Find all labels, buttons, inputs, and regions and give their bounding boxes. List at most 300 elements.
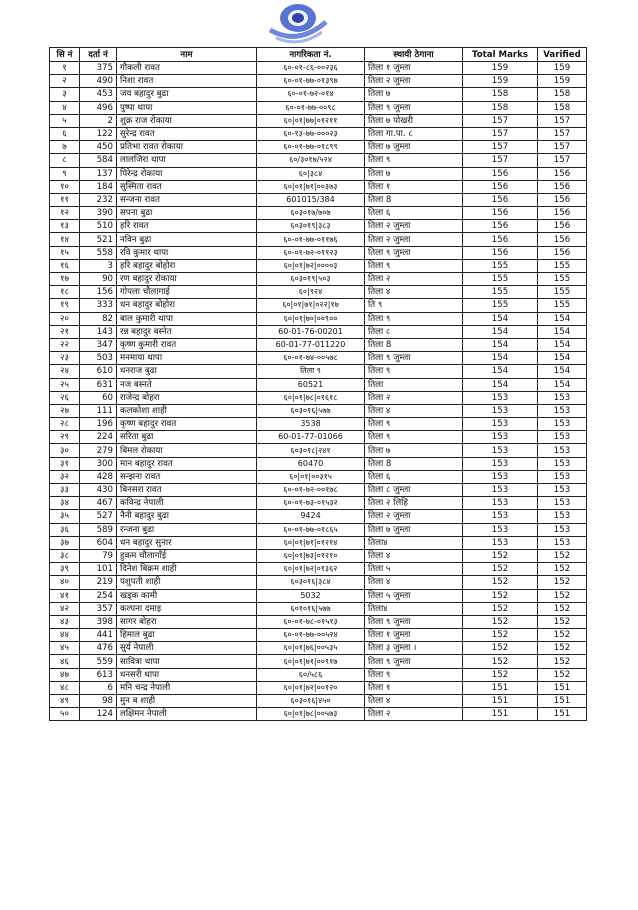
marks-cell: 153 [463, 497, 538, 510]
marks-cell: 159 [463, 62, 538, 75]
marks-cell: 153 [463, 523, 538, 536]
registration-cell: 503 [80, 352, 117, 365]
marks-cell: 153 [463, 457, 538, 470]
address-cell: तिला ७ पोखरी [365, 114, 463, 127]
marks-cell: 152 [463, 576, 538, 589]
verified-cell: 153 [538, 444, 587, 457]
verified-cell: 152 [538, 589, 587, 602]
serial-cell: १७ [50, 273, 80, 286]
registration-cell: 184 [80, 180, 117, 193]
serial-cell: २४ [50, 365, 80, 378]
address-cell: तिला ९ जुम्ला [365, 101, 463, 114]
table-row [50, 549, 587, 562]
table-row [50, 536, 587, 549]
address-cell: तिला २ जुम्ला [365, 220, 463, 233]
name-cell: कृष्ण बहादुर रावत [117, 418, 257, 431]
serial-cell: १४ [50, 233, 80, 246]
name-cell: सुस्मिता रावत [117, 180, 257, 193]
citizenship-cell: ६०-०१-७७-००५२४ [257, 629, 365, 642]
citizenship-cell: ६०|३८४ [257, 167, 365, 180]
marks-cell: 155 [463, 299, 538, 312]
registration-cell: 450 [80, 141, 117, 154]
registration-cell: 559 [80, 655, 117, 668]
citizenship-cell: 60-01-77-01066 [257, 431, 365, 444]
verified-cell: 155 [538, 299, 587, 312]
registration-cell: 300 [80, 457, 117, 470]
address-cell: तिला ९ [365, 312, 463, 325]
address-cell: तिला २ जुम्ला [365, 233, 463, 246]
verified-cell: 153 [538, 484, 587, 497]
name-cell: सुर्य नेपाली [117, 642, 257, 655]
verified-cell: 159 [538, 75, 587, 88]
citizenship-cell: ६०|०१|७२|००००३ [257, 259, 365, 272]
serial-cell: २० [50, 312, 80, 325]
marks-cell: 156 [463, 167, 538, 180]
marks-cell: 158 [463, 101, 538, 114]
table-row [50, 457, 587, 470]
citizenship-cell: ६०|०१|७१|००९१७ [257, 655, 365, 668]
table-row [50, 325, 587, 338]
address-cell: तिला 8 [365, 193, 463, 206]
address-cell: तिला ६ [365, 470, 463, 483]
serial-cell: ४५ [50, 642, 80, 655]
serial-cell: ३६ [50, 523, 80, 536]
verified-cell: 156 [538, 246, 587, 259]
address-cell: तिला ४ [365, 404, 463, 417]
serial-cell: १ [50, 62, 80, 75]
citizenship-cell: ६०३०१९|५०३ [257, 273, 365, 286]
marks-cell: 157 [463, 127, 538, 140]
col-verified: Varified [538, 48, 587, 62]
name-cell: लालजिरा थापा [117, 154, 257, 167]
citizenship-cell: तिला ९ [257, 365, 365, 378]
citizenship-cell: ६०|०१|७१|००३७३ [257, 180, 365, 193]
marks-cell: 153 [463, 536, 538, 549]
citizenship-cell: ६०-०१-७७-०१८९९ [257, 141, 365, 154]
address-cell: तिला ७ जुम्ला [365, 141, 463, 154]
serial-cell: ४७ [50, 668, 80, 681]
verified-cell: 152 [538, 615, 587, 628]
marks-cell: 157 [463, 154, 538, 167]
verified-cell: 154 [538, 312, 587, 325]
name-cell: गोपला चौलागाई [117, 286, 257, 299]
verified-cell: 153 [538, 391, 587, 404]
address-cell: तिला २ [365, 708, 463, 721]
table-row [50, 378, 587, 391]
table-row [50, 75, 587, 88]
registration-cell: 527 [80, 510, 117, 523]
serial-cell: ४१ [50, 589, 80, 602]
serial-cell: ३ [50, 88, 80, 101]
name-cell: मनमाया थापा [117, 352, 257, 365]
name-cell: हरि रावत [117, 220, 257, 233]
marks-cell: 151 [463, 695, 538, 708]
marks-cell: 152 [463, 602, 538, 615]
address-cell: तिला ९ जुम्ला [365, 352, 463, 365]
serial-cell: २६ [50, 391, 80, 404]
table-row [50, 391, 587, 404]
verified-cell: 156 [538, 220, 587, 233]
marks-cell: 152 [463, 563, 538, 576]
table-row [50, 695, 587, 708]
citizenship-cell: ६०|०१|७२|०१३६२ [257, 563, 365, 576]
col-total-marks: Total Marks [463, 48, 538, 62]
table-row [50, 312, 587, 325]
serial-cell: १० [50, 180, 80, 193]
table-row [50, 88, 587, 101]
serial-cell: ८ [50, 154, 80, 167]
table-row [50, 233, 587, 246]
name-cell: मान बहादुर रावत [117, 457, 257, 470]
marks-cell: 156 [463, 207, 538, 220]
name-cell: खड्क कामी [117, 589, 257, 602]
table-row [50, 207, 587, 220]
citizenship-cell: ६०-०१-८६-००२३६ [257, 62, 365, 75]
name-cell: गौकली रावत [117, 62, 257, 75]
col-citizenship: नागरिकता नं. [257, 48, 365, 62]
registration-cell: 279 [80, 444, 117, 457]
name-cell: धनसरी थापा [117, 668, 257, 681]
serial-cell: २१ [50, 325, 80, 338]
verified-cell: 152 [538, 642, 587, 655]
registration-cell: 82 [80, 312, 117, 325]
registration-cell: 589 [80, 523, 117, 536]
address-cell: तिला ७ [365, 167, 463, 180]
table-row [50, 523, 587, 536]
citizenship-cell: ६०३०१६|४५० [257, 695, 365, 708]
marks-cell: 158 [463, 88, 538, 101]
table-row [50, 497, 587, 510]
header-row [50, 48, 587, 62]
name-cell: नज बस्नते [117, 378, 257, 391]
citizenship-cell: ६०-०१-७७-०१८६५ [257, 523, 365, 536]
registration-cell: 558 [80, 246, 117, 259]
name-cell: बिमल रोकाया [117, 444, 257, 457]
serial-cell: ३३ [50, 484, 80, 497]
verified-cell: 152 [538, 629, 587, 642]
marks-cell: 153 [463, 418, 538, 431]
serial-cell: ११ [50, 193, 80, 206]
serial-cell: २५ [50, 378, 80, 391]
registration-cell: 333 [80, 299, 117, 312]
serial-cell: २३ [50, 352, 80, 365]
name-cell: हुकम चौलागाँई [117, 549, 257, 562]
table-row [50, 470, 587, 483]
serial-cell: ४३ [50, 615, 80, 628]
marks-cell: 152 [463, 589, 538, 602]
table-row [50, 589, 587, 602]
marks-cell: 157 [463, 114, 538, 127]
registration-cell: 510 [80, 220, 117, 233]
table-row [50, 708, 587, 721]
serial-cell: ४४ [50, 629, 80, 642]
address-cell: तिला ८ [365, 325, 463, 338]
registration-cell: 219 [80, 576, 117, 589]
marks-cell: 152 [463, 655, 538, 668]
table-row [50, 365, 587, 378]
registration-cell: 6 [80, 681, 117, 694]
registration-cell: 610 [80, 365, 117, 378]
name-cell: रन्न बहादुर बस्नेत [117, 325, 257, 338]
citizenship-cell: ६०-०१-७७-००९८ [257, 101, 365, 114]
serial-cell: ४६ [50, 655, 80, 668]
registration-cell: 347 [80, 338, 117, 351]
citizenship-cell: 60-01-77-011220 [257, 338, 365, 351]
name-cell: पिरेन्द्र रोकाया [117, 167, 257, 180]
address-cell: तिला ५ जुम्ला [365, 589, 463, 602]
serial-cell: ४ [50, 101, 80, 114]
citizenship-cell: 60470 [257, 457, 365, 470]
serial-cell: २९ [50, 431, 80, 444]
address-cell: तिला ४ [365, 286, 463, 299]
citizenship-cell: ६०|०१|७०|००९०० [257, 312, 365, 325]
address-cell: तिला ९ जुम्ला [365, 615, 463, 628]
citizenship-cell: ६०|०१|७७|०१२११ [257, 114, 365, 127]
citizenship-cell: ६०|०१|७३|०१२१० [257, 549, 365, 562]
serial-cell: ३१ [50, 457, 80, 470]
table-row [50, 418, 587, 431]
registration-cell: 124 [80, 708, 117, 721]
marks-cell: 153 [463, 431, 538, 444]
address-cell: तिला ९ [365, 154, 463, 167]
citizenship-cell: 601015/384 [257, 193, 365, 206]
marks-cell: 159 [463, 75, 538, 88]
serial-cell: ३४ [50, 497, 80, 510]
name-cell: निशा रावत [117, 75, 257, 88]
serial-cell: १५ [50, 246, 80, 259]
citizenship-cell: 60-01-76-00201 [257, 325, 365, 338]
verified-cell: 155 [538, 273, 587, 286]
table-row [50, 615, 587, 628]
address-cell: तिला ९ [365, 259, 463, 272]
verified-cell: 152 [538, 655, 587, 668]
marks-cell: 157 [463, 141, 538, 154]
verified-cell: 154 [538, 365, 587, 378]
serial-cell: ३९ [50, 563, 80, 576]
table-row [50, 431, 587, 444]
name-cell: कविन्द्र नेपाली [117, 497, 257, 510]
name-cell: कलकोशा शाही [117, 404, 257, 417]
results-table [49, 47, 587, 721]
registration-cell: 357 [80, 602, 117, 615]
serial-cell: ३२ [50, 470, 80, 483]
serial-cell: ७ [50, 141, 80, 154]
verified-cell: 156 [538, 167, 587, 180]
citizenship-cell: ६०|०१|७१|०१२१४ [257, 536, 365, 549]
serial-cell: ४२ [50, 602, 80, 615]
name-cell: बिनसरा रावत [117, 484, 257, 497]
name-cell: बाल कुमारी थापा [117, 312, 257, 325]
table-row [50, 193, 587, 206]
address-cell: तिला ९ [365, 668, 463, 681]
verified-cell: 154 [538, 325, 587, 338]
marks-cell: 152 [463, 642, 538, 655]
registration-cell: 98 [80, 695, 117, 708]
serial-cell: १६ [50, 259, 80, 272]
marks-cell: 152 [463, 629, 538, 642]
table-row [50, 602, 587, 615]
col-serial: सि नं [50, 48, 80, 62]
citizenship-cell: ६०३०१७/७०७ [257, 207, 365, 220]
marks-cell: 152 [463, 668, 538, 681]
table-row [50, 114, 587, 127]
verified-cell: 152 [538, 668, 587, 681]
serial-cell: ४९ [50, 695, 80, 708]
verified-cell: 153 [538, 418, 587, 431]
registration-cell: 375 [80, 62, 117, 75]
address-cell: तिला [365, 378, 463, 391]
serial-cell: १९ [50, 299, 80, 312]
verified-cell: 152 [538, 563, 587, 576]
table-row [50, 510, 587, 523]
marks-cell: 156 [463, 233, 538, 246]
registration-cell: 143 [80, 325, 117, 338]
name-cell: राजेन्द्र बोहरा [117, 391, 257, 404]
address-cell: तिला ९ जुम्ला [365, 655, 463, 668]
marks-cell: 153 [463, 510, 538, 523]
citizenship-cell: ६०-०१-७२-०१४ [257, 88, 365, 101]
verified-cell: 156 [538, 233, 587, 246]
table-row [50, 286, 587, 299]
serial-cell: ५ [50, 114, 80, 127]
verified-cell: 151 [538, 681, 587, 694]
verified-cell: 156 [538, 193, 587, 206]
verified-cell: 157 [538, 114, 587, 127]
table-row [50, 259, 587, 272]
citizenship-cell: ६०|०१|७६|००५३५ [257, 642, 365, 655]
marks-cell: 156 [463, 220, 538, 233]
marks-cell: 153 [463, 404, 538, 417]
name-cell: सरिता बुढा [117, 431, 257, 444]
address-cell: तिला ३ जुम्ला । [365, 642, 463, 655]
address-cell: तिला ७ [365, 444, 463, 457]
address-cell: तिला ४ [365, 695, 463, 708]
marks-cell: 153 [463, 484, 538, 497]
citizenship-cell: ६०/५८६ [257, 668, 365, 681]
name-cell: दिनेश बिक्रम शाही [117, 563, 257, 576]
verified-cell: 154 [538, 338, 587, 351]
registration-cell: 111 [80, 404, 117, 417]
address-cell: तिला 8 [365, 457, 463, 470]
table-row [50, 246, 587, 259]
citizenship-cell: ६०-०१-७७-०११७६ [257, 233, 365, 246]
marks-cell: 153 [463, 444, 538, 457]
marks-cell: 154 [463, 352, 538, 365]
registration-cell: 496 [80, 101, 117, 114]
name-cell: सपना बुढा [117, 207, 257, 220]
address-cell: तिला ४ [365, 549, 463, 562]
citizenship-cell: ६०३०१६|५७७ [257, 404, 365, 417]
registration-cell: 254 [80, 589, 117, 602]
serial-cell: २८ [50, 418, 80, 431]
citizenship-cell: ६०-०१-७२-००१७८ [257, 484, 365, 497]
table-row [50, 180, 587, 193]
verified-cell: 158 [538, 88, 587, 101]
address-cell: तिला २ लिहि [365, 497, 463, 510]
verified-cell: 151 [538, 708, 587, 721]
registration-cell: 3 [80, 259, 117, 272]
address-cell: तिला ४ [365, 576, 463, 589]
serial-cell: १८ [50, 286, 80, 299]
table-body [50, 62, 587, 721]
table-row [50, 404, 587, 417]
table-row [50, 444, 587, 457]
registration-cell: 476 [80, 642, 117, 655]
citizenship-cell: ६०|०१|७८|०१६१८ [257, 391, 365, 404]
address-cell: तिला गा.पा. ८ [365, 127, 463, 140]
verified-cell: 158 [538, 101, 587, 114]
registration-cell: 122 [80, 127, 117, 140]
marks-cell: 152 [463, 549, 538, 562]
citizenship-cell: 60521 [257, 378, 365, 391]
citizenship-cell: 3538 [257, 418, 365, 431]
verified-cell: 152 [538, 602, 587, 615]
serial-cell: २ [50, 75, 80, 88]
address-cell: तिला४ [365, 602, 463, 615]
serial-cell: ४८ [50, 681, 80, 694]
registration-cell: 79 [80, 549, 117, 562]
table-row [50, 484, 587, 497]
marks-cell: 151 [463, 681, 538, 694]
address-cell: तिला १ [365, 681, 463, 694]
verified-cell: 151 [538, 695, 587, 708]
registration-cell: 631 [80, 378, 117, 391]
address-cell: तिला १ जुम्ला [365, 629, 463, 642]
marks-cell: 155 [463, 273, 538, 286]
verified-cell: 159 [538, 62, 587, 75]
address-cell: तिला ८ जुम्ला [365, 484, 463, 497]
name-cell: सन्झना रावत [117, 470, 257, 483]
address-cell: तिला ९ [365, 418, 463, 431]
serial-cell: ३५ [50, 510, 80, 523]
citizenship-cell: ६०|०१|७२|००१२० [257, 681, 365, 694]
citizenship-cell: 9424 [257, 510, 365, 523]
name-cell: शुक्र राज रोकाया [117, 114, 257, 127]
serial-cell: ३० [50, 444, 80, 457]
citizenship-cell: ६०-०१-७७-०१३९७ [257, 75, 365, 88]
name-cell: हरि बहादुर बोहोरा [117, 259, 257, 272]
serial-cell: ५० [50, 708, 80, 721]
citizenship-cell: ६०३०१९|३८३ [257, 220, 365, 233]
serial-cell: ९ [50, 167, 80, 180]
citizenship-cell: ६०/३०१७/५२४ [257, 154, 365, 167]
registration-cell: 2 [80, 114, 117, 127]
marks-cell: 155 [463, 286, 538, 299]
citizenship-cell: ६०३०१६|३८४ [257, 576, 365, 589]
verified-cell: 156 [538, 207, 587, 220]
name-cell: पुष्पा थापा [117, 101, 257, 114]
name-cell: सन्जना रावत [117, 193, 257, 206]
marks-cell: 151 [463, 708, 538, 721]
col-name: नाम [117, 48, 257, 62]
address-cell: तिला २ [365, 391, 463, 404]
verified-cell: 153 [538, 510, 587, 523]
name-cell: सुरेन्द्र रावत [117, 127, 257, 140]
name-cell: हिमाल बुढा [117, 629, 257, 642]
verified-cell: 152 [538, 576, 587, 589]
name-cell: कृष्ण कुमारी रावत [117, 338, 257, 351]
marks-cell: 154 [463, 365, 538, 378]
table-row [50, 629, 587, 642]
marks-cell: 153 [463, 391, 538, 404]
citizenship-cell: ६०|०१|७१|०२२|१७ [257, 299, 365, 312]
name-cell: नैनी बहादुर बुढा [117, 510, 257, 523]
serial-cell: १३ [50, 220, 80, 233]
marks-cell: 153 [463, 470, 538, 483]
marks-cell: 152 [463, 615, 538, 628]
citizenship-cell: ६०-०१-७४-००५७८ [257, 352, 365, 365]
citizenship-cell: ६०-१३-७७-०००२३ [257, 127, 365, 140]
